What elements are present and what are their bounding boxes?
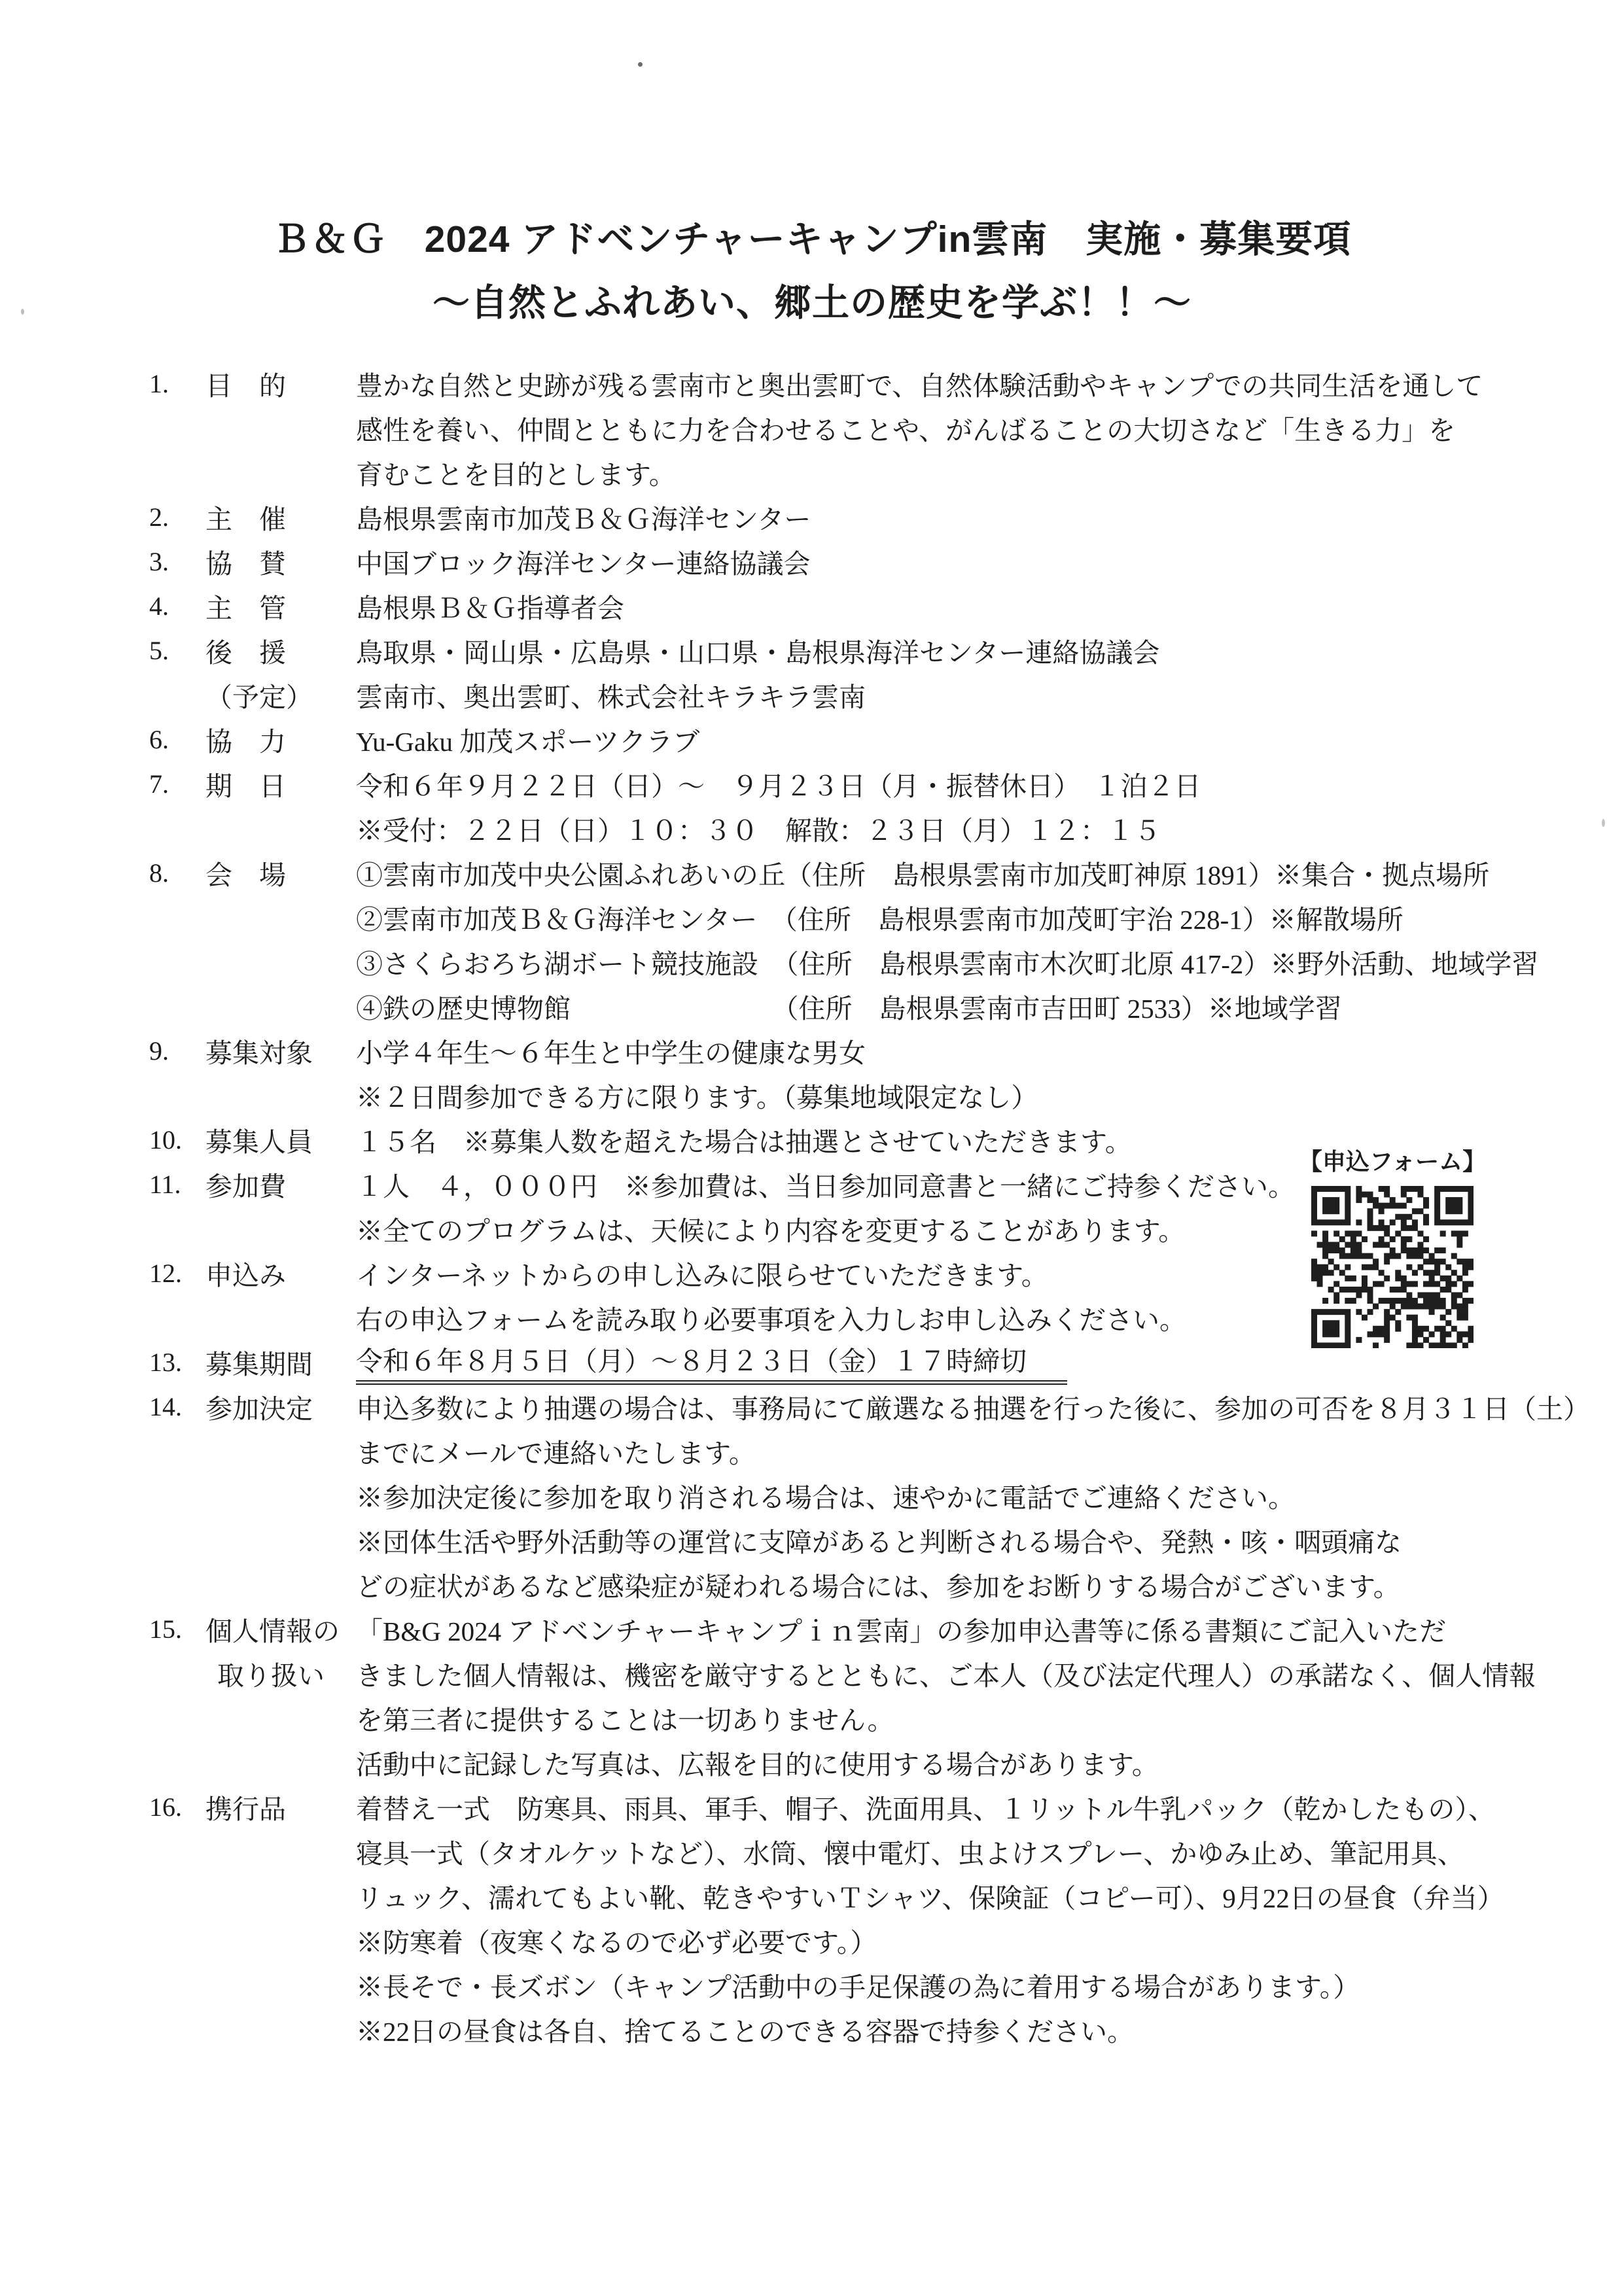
item-row xyxy=(149,1473,1604,1518)
item-text: ④鉄の歴史博物館 （住所 島根県雲南市吉田町 2533）※地域学習 xyxy=(356,993,1342,1024)
page-subtitle: ～自然とふれあい、郷土の歴史を学ぶ！！～ xyxy=(432,282,1192,324)
item-label: 目 的 xyxy=(205,370,286,401)
item-number: 16. xyxy=(149,1792,182,1822)
item-number: 2. xyxy=(149,502,169,532)
item-text: 鳥取県・岡山県・広島県・山口県・島根県海洋センター連絡協議会 xyxy=(356,637,1160,668)
item-number: 4. xyxy=(149,591,169,621)
item-text: までにメールで連絡いたします。 xyxy=(356,1438,756,1469)
item-text: 育むことを目的とします。 xyxy=(356,459,676,490)
item-row xyxy=(149,1696,1604,1740)
item-row xyxy=(149,984,1604,1028)
item-row xyxy=(149,850,1604,895)
item-text: ※長そで・長ズボン（キャンプ活動中の手足保護の為に着用する場合があります。） xyxy=(356,1972,1360,2002)
item-number: 14. xyxy=(149,1391,182,1421)
item-label: 携行品 xyxy=(205,1794,286,1824)
item-row xyxy=(149,1740,1604,1784)
item-text: ①雲南市加茂中央公園ふれあいの丘（住所 島根県雲南市加茂町神原 1891）※集合・拠点場所 xyxy=(356,860,1490,890)
item-text: ※防寒着（夜寒くなるので必ず必要です。） xyxy=(356,1927,877,1958)
item-label: 会 場 xyxy=(205,860,286,890)
item-text: 小学４年生～６年生と中学生の健康な男女 xyxy=(356,1037,866,1068)
item-label: 協 力 xyxy=(205,726,286,757)
item-number: 3. xyxy=(149,546,169,576)
item-text: どの症状があるなど感染症が疑われる場合には、参加をお断りする場合がございます。 xyxy=(356,1571,1400,1602)
item-text: １５名 ※募集人数を超えた場合は抽選とさせていただきます。 xyxy=(356,1126,1132,1157)
item-row xyxy=(149,539,1604,583)
item-number: 6. xyxy=(149,724,169,754)
item-text: 中国ブロック海洋センター連絡協議会 xyxy=(356,548,811,579)
item-text: 島根県Ｂ＆Ｇ指導者会 xyxy=(356,593,624,623)
item-row xyxy=(149,1962,1604,2007)
item-label: 募集人員 xyxy=(205,1126,313,1157)
item-text: 島根県雲南市加茂Ｂ＆Ｇ海洋センター xyxy=(356,504,811,534)
item-label: 参加費 xyxy=(205,1171,286,1202)
item-label: 申込み xyxy=(205,1260,286,1291)
item-row xyxy=(149,806,1604,850)
item-row xyxy=(149,1429,1604,1473)
item-label: 参加決定 xyxy=(205,1393,313,1424)
item-text: きました個人情報は、機密を厳守するとともに、ご本人（及び法定代理人）の承諾なく、個人情報 xyxy=(356,1660,1536,1691)
item-label: 個人情報の xyxy=(205,1616,340,1646)
qr-form-label: 【申込フォーム】 xyxy=(1298,1148,1487,1175)
item-row xyxy=(149,1829,1604,1873)
item-row xyxy=(149,1384,1604,1429)
item-number: 8. xyxy=(149,858,169,888)
item-text: 感性を養い、仲間とともに力を合わせることや、がんばることの大切さなど「生きる力」を xyxy=(356,415,1456,445)
item-text: インターネットからの申し込みに限らせていただきます。 xyxy=(356,1260,1048,1291)
item-text: ③さくらおろち湖ボート競技施設 （住所 島根県雲南市木次町北原 417-2）※野外活動、地域学習 xyxy=(356,948,1539,979)
item-number: 7. xyxy=(149,769,169,799)
item-row xyxy=(149,1918,1604,1962)
item-text: ※全てのプログラムは、天候により内容を変更することがあります。 xyxy=(356,1215,1186,1246)
application-form-block xyxy=(1294,1143,1491,1348)
item-text: 右の申込フォームを読み取り必要事項を入力しお申し込みください。 xyxy=(356,1304,1186,1335)
item-number: 10. xyxy=(149,1124,182,1155)
item-row xyxy=(149,1651,1604,1696)
item-row xyxy=(149,361,1604,406)
item-label: 主 催 xyxy=(205,504,286,534)
item-label: 取り扱い xyxy=(217,1660,325,1691)
qr-code-icon xyxy=(1311,1186,1474,1348)
item-text: ②雲南市加茂Ｂ＆Ｇ海洋センター （住所 島根県雲南市加茂町宇治 228-1）※解散場所 xyxy=(356,904,1403,935)
item-row xyxy=(149,1607,1604,1651)
item-text: 豊かな自然と史跡が残る雲南市と奥出雲町で、自然体験活動やキャンプでの共同生活を通して xyxy=(356,370,1483,401)
item-text: 雲南市、奥出雲町、株式会社キラキラ雲南 xyxy=(356,682,866,712)
item-row xyxy=(149,495,1604,539)
item-text: ※22日の昼食は各自、捨てることのできる容器で持参ください。 xyxy=(356,2016,1134,2047)
item-row xyxy=(149,450,1604,495)
item-text: 寝具一式（タオルケットなど）、水筒、懐中電灯、虫よけスプレー、かゆみ止め、筆記用具、 xyxy=(356,1838,1464,1869)
item-row xyxy=(149,1784,1604,1829)
item-label: （予定） xyxy=(205,682,313,712)
page-title: Ｂ＆Ｇ 2024 アドベンチャーキャンプin雲南 実施・募集要項 xyxy=(272,218,1352,260)
item-row xyxy=(149,1518,1604,1562)
document-header xyxy=(0,208,1624,335)
item-text: リュック、濡れてもよい靴、乾きやすいＴシャツ、保険証（コピー可）、9月22日の昼食（弁当） xyxy=(356,1883,1504,1913)
item-row xyxy=(149,939,1604,984)
item-label: 募集期間 xyxy=(205,1349,313,1380)
item-text: １人 ４，０００円 ※参加費は、当日参加同意書と一緒にご持参ください。 xyxy=(356,1171,1295,1202)
item-text: 令和６年８月５日（月）～８月２３日（金）１７時締切 xyxy=(356,1340,1067,1385)
item-row xyxy=(149,406,1604,450)
item-text: 「B&G 2024 アドベンチャーキャンプｉｎ雲南」の参加申込書等に係る書類にご記入いただ xyxy=(356,1616,1447,1646)
item-number: 9. xyxy=(149,1035,169,1066)
item-text: ※参加決定後に参加を取り消される場合は、速やかに電話でご連絡ください。 xyxy=(356,1482,1295,1513)
item-text: 申込多数により抽選の場合は、事務局にて厳選なる抽選を行った後に、参加の可否を８月３１日（土） xyxy=(356,1393,1590,1424)
item-row xyxy=(149,1028,1604,1073)
item-number: 12. xyxy=(149,1258,182,1288)
item-label: 期 日 xyxy=(205,771,286,801)
item-row xyxy=(149,583,1604,628)
item-number: 13. xyxy=(149,1347,182,1377)
item-row xyxy=(149,761,1604,806)
item-text: 令和６年９月２２日（日）～ ９月２３日（月・振替休日） １泊２日 xyxy=(356,771,1201,801)
item-number: 5. xyxy=(149,635,169,665)
item-row xyxy=(149,717,1604,761)
item-text: を第三者に提供することは一切ありません。 xyxy=(356,1705,894,1735)
item-row xyxy=(149,672,1604,717)
item-label: 募集対象 xyxy=(205,1037,313,1068)
item-row xyxy=(149,628,1604,672)
item-text: 着替え一式 防寒具、雨具、軍手、帽子、洗面用具、１リットル牛乳パック（乾かしたもの）、 xyxy=(356,1794,1495,1824)
item-label: 主 管 xyxy=(205,593,286,623)
item-text: ※団体生活や野外活動等の運営に支障があると判断される場合や、発熱・咳・咽頭痛な xyxy=(356,1527,1402,1557)
item-text: ※２日間参加できる方に限ります。（募集地域限定なし） xyxy=(356,1082,1038,1113)
item-row xyxy=(149,1873,1604,1918)
scan-artifact xyxy=(638,62,643,67)
item-label: 協 賛 xyxy=(205,548,286,579)
item-number: 11. xyxy=(149,1169,181,1199)
item-number: 15. xyxy=(149,1614,182,1644)
item-text: Yu-Gaku 加茂スポーツクラブ xyxy=(356,726,700,757)
item-row xyxy=(149,1073,1604,1117)
item-row xyxy=(149,895,1604,939)
item-number: 1. xyxy=(149,368,169,398)
item-row xyxy=(149,2007,1604,2051)
item-row xyxy=(149,1562,1604,1607)
item-label: 後 援 xyxy=(205,637,286,668)
item-text: ※受付：２２日（日）１０：３０ 解散：２３日（月）１２：１５ xyxy=(356,815,1161,846)
item-text: 活動中に記録した写真は、広報を目的に使用する場合があります。 xyxy=(356,1749,1159,1780)
